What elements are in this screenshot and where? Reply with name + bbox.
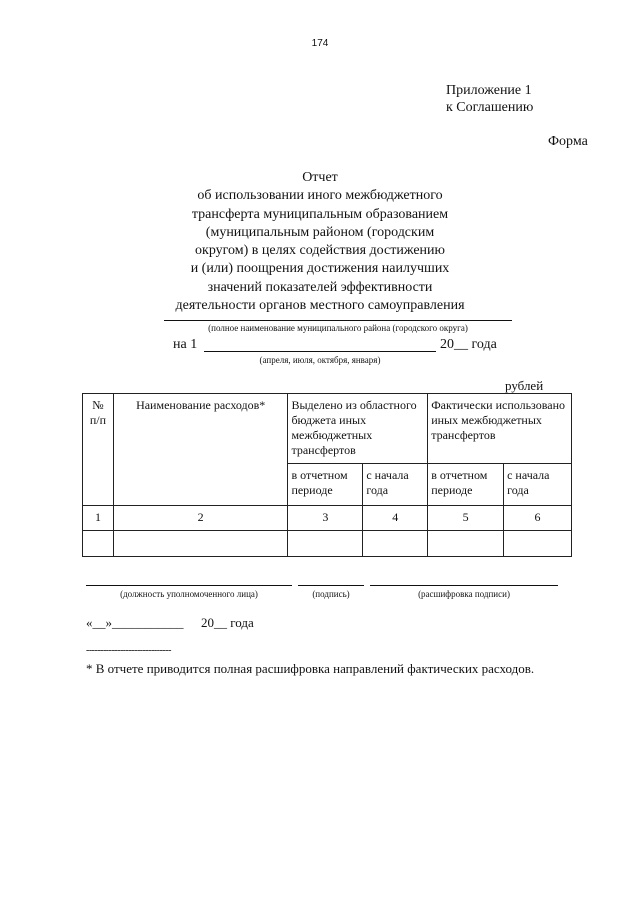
header-expense-name: Наименование расходов* xyxy=(113,394,288,506)
title-line: (муниципальным районом (городским xyxy=(205,224,435,240)
col-number: 1 xyxy=(83,506,114,531)
currency-label: рублей xyxy=(505,378,544,393)
empty-cell[interactable] xyxy=(363,531,428,557)
title-line: округом) в целях содействия достижению xyxy=(195,243,445,259)
position-fill-line xyxy=(86,585,292,586)
header-used: Фактически использовано иных межбюджетных трансфертов xyxy=(428,394,572,464)
title-line: значений показателей эффективности xyxy=(207,279,433,295)
col-number: 3 xyxy=(288,506,363,531)
title-line: трансферта муниципальным образованием xyxy=(191,206,449,222)
subheader-used-period: в отчетном периоде xyxy=(428,464,504,506)
subheader-allocated-start: с начала года xyxy=(363,464,428,506)
report-table xyxy=(82,393,572,557)
sign-date-right: 20__ года xyxy=(201,615,254,630)
position-caption: (должность уполномоченного лица) xyxy=(120,589,258,599)
sign-fill-line xyxy=(298,585,364,586)
subheader-used-start: с начала года xyxy=(504,464,572,506)
date-fill-line xyxy=(204,351,436,352)
decode-fill-line xyxy=(370,585,558,586)
header-num: № п/п xyxy=(83,394,114,506)
empty-cell[interactable] xyxy=(428,531,504,557)
col-number: 2 xyxy=(113,506,288,531)
municipality-fill-line xyxy=(164,320,512,321)
municipality-caption: (полное наименование муниципального района (городского округа) xyxy=(208,323,468,333)
subheader-allocated-period: в отчетном периоде xyxy=(288,464,363,506)
footnote-divider: ------------------------------ xyxy=(86,645,171,656)
empty-cell[interactable] xyxy=(288,531,363,557)
title-line: и (или) поощрения достижения наилучших xyxy=(190,261,450,277)
appendix-line: Приложение 1 xyxy=(446,83,532,98)
page-number: 174 xyxy=(311,38,329,49)
months-caption: (апреля, июля, октября, января) xyxy=(259,355,381,365)
title-line: деятельности органов местного самоуправления xyxy=(175,298,465,314)
table-empty-row xyxy=(83,531,572,557)
empty-cell[interactable] xyxy=(83,531,114,557)
form-label: Форма xyxy=(548,134,588,149)
sign-caption: (подпись) xyxy=(312,589,350,599)
date-prefix: на 1 xyxy=(173,337,198,352)
appendix-header xyxy=(446,82,533,116)
footnote: * В отчете приводится полная расшифровка направлений фактических расходов. xyxy=(86,661,535,676)
report-title xyxy=(130,169,510,315)
table-number-row xyxy=(83,506,572,531)
table-header-row xyxy=(83,394,572,464)
header-allocated: Выделено из областного бюджета иных межбюджетных трансфертов xyxy=(288,394,428,464)
title-line: об использовании иного межбюджетного xyxy=(197,188,443,204)
empty-cell[interactable] xyxy=(504,531,572,557)
empty-cell[interactable] xyxy=(113,531,288,557)
decode-caption: (расшифровка подписи) xyxy=(418,589,510,599)
col-number: 6 xyxy=(504,506,572,531)
col-number: 4 xyxy=(363,506,428,531)
date-year: 20__ года xyxy=(440,337,497,352)
title-line: Отчет xyxy=(302,170,338,185)
sign-date-left: «__»___________ xyxy=(86,615,184,630)
col-number: 5 xyxy=(428,506,504,531)
agreement-line: к Соглашению xyxy=(446,100,534,115)
